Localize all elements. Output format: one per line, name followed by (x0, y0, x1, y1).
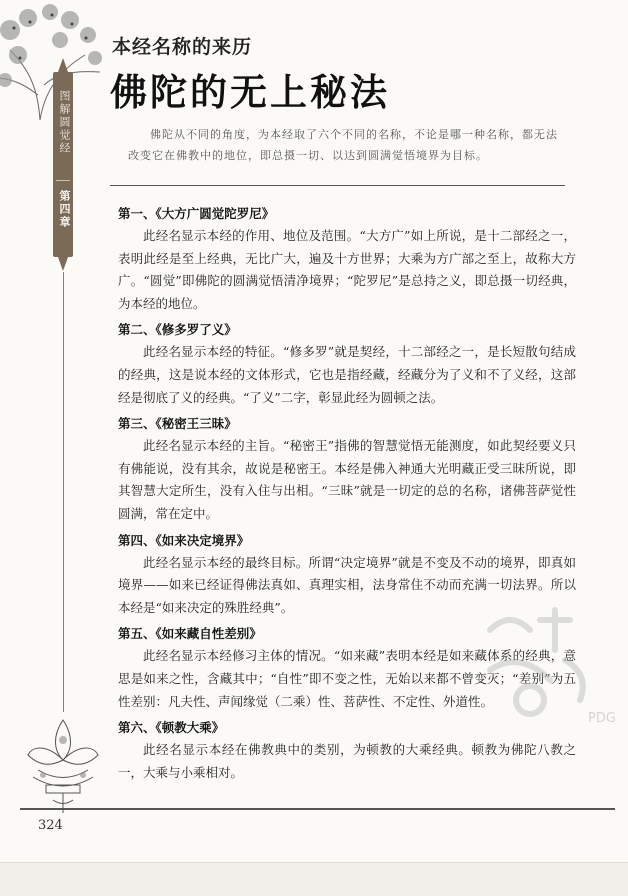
section-paragraph: 此经名显示本经的特征。“修多罗”就是契经，十二部经之一，是长短散句结成的经典，这是说本经的文体形式，它也是指经藏，经藏分为了义和不了义经，这部经是彻底了义的经典。“了义”二字，彰显此经为圆顿之法。 (118, 344, 576, 405)
section-heading: 第六、《顿教大乘》 (118, 720, 225, 736)
section-heading: 第三、《秘密王三昧》 (118, 416, 237, 432)
tab-pointer-bottom (58, 257, 68, 271)
side-book-title: 图解圆觉经 (58, 90, 71, 155)
section-1 (118, 203, 576, 315)
scan-bottom-margin (0, 862, 628, 896)
chapter-side-tab (53, 72, 73, 257)
watermark-text: PDG (588, 711, 616, 726)
tab-pointer-top (58, 58, 68, 72)
page-number: 324 (38, 818, 63, 833)
lotus-ornament (18, 715, 108, 815)
page-title: 佛陀的无上秘法 (110, 71, 390, 114)
section-paragraph: 此经名显示本经修习主体的情况。“如来藏”表明本经是如来藏体系的经典，意思是如来之性，含藏其中；“自性”即不变之性，无始以来都不曾变灭；“差别”为五性差别：凡夫性、声闻缘觉（二乘）性、菩萨性、不定性、外道性。 (118, 648, 576, 709)
section-2 (118, 319, 576, 409)
header-divider (110, 185, 565, 186)
section-heading: 第四、《如来决定境界》 (118, 532, 250, 548)
side-chapter-label: 第四章 (58, 190, 71, 229)
section-heading: 第二、《修多罗了义》 (118, 322, 237, 338)
left-decoration (0, 0, 95, 895)
section-paragraph: 此经名显示本经的最终目标。所谓“决定境界”就是不变及不动的境界，即真如境界——如来已经证得佛法真如、真理实相，法身常住不动而充满一切法界。所以本经是“如来决定的殊胜经典”。 (118, 554, 576, 615)
section-heading: 第一、《大方广圆觉陀罗尼》 (118, 206, 275, 221)
footer-divider (20, 808, 615, 810)
section-3 (118, 413, 576, 525)
section-heading: 第五、《如来藏自性差别》 (118, 626, 262, 642)
intro-paragraph: 佛陀从不同的角度，为本经取了六个不同的名称，不论是哪一种名称，都无法改变它在佛教中的地位，即总摄一切、以达到圆满觉悟境界为目标。 (128, 128, 558, 162)
section-paragraph: 此经名显示本经在佛教典中的类别，为顿教的大乘经典。顿教为佛陀八教之一，大乘与小乘相对。 (118, 742, 576, 780)
section-subtitle: 本经名称的来历 (112, 36, 253, 58)
side-tab-divider (56, 180, 70, 181)
section-paragraph: 此经名显示本经的作用、地位及范围。“大方广”如上所说，是十二部经之一，表明此经是至上经典，无比广大，遍及十方世界；大乘为方广部之至上，故称大方广。“圆觉”即佛陀的圆满觉悟清净境界；“陀罗尼”是总持之义，即总摄一切经典，为本经的地位。 (118, 228, 576, 311)
section-paragraph: 此经名显示本经的主旨。“秘密王”指佛的智慧觉悟无能测度，如此契经要义只有佛能说，没有其余，故说是秘密王。本经是佛入神通大光明藏正受三昧所说，即其智慧大定所生，没有入住与出相。“三昧”就是一切定的总的名称，诸佛菩萨觉性圆满，常在定中。 (118, 438, 576, 521)
margin-vertical-line (63, 272, 64, 712)
watermark-stamp (470, 590, 620, 740)
